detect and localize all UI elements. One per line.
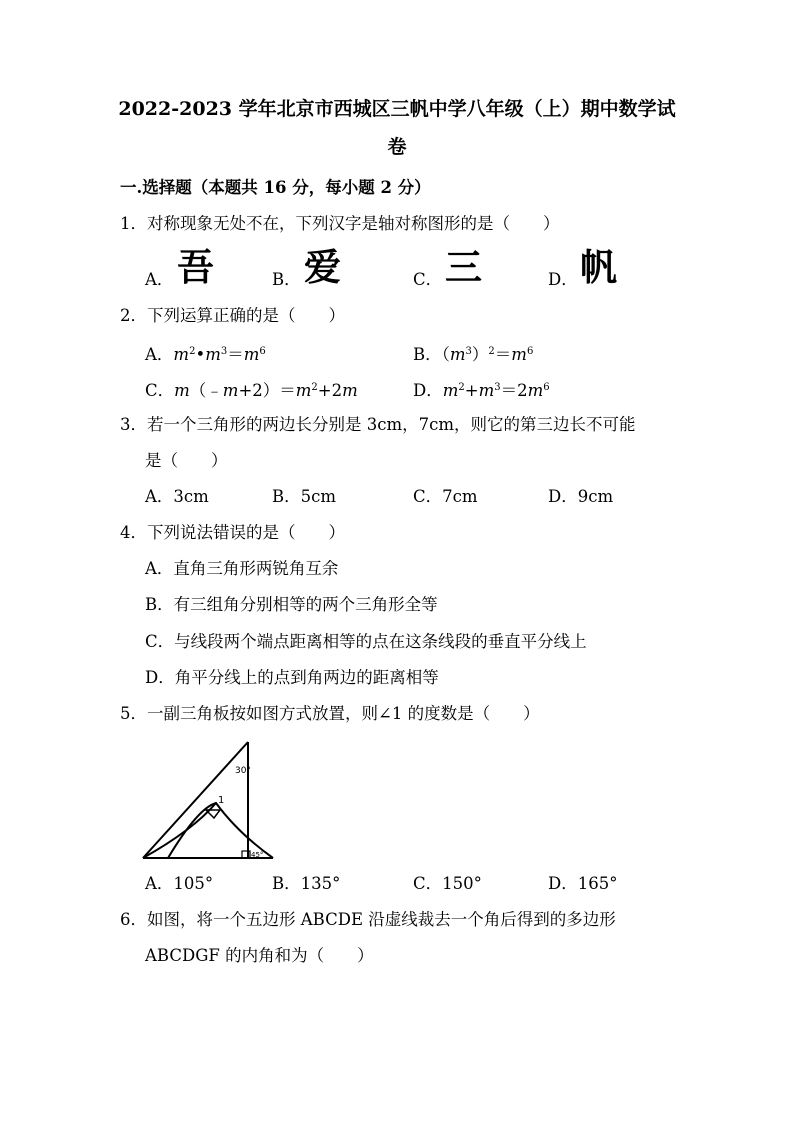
q5-option-b: B．135°: [272, 874, 341, 893]
q1-option-c-char: 三: [445, 246, 482, 289]
q1-option-b-label: B．: [272, 270, 301, 289]
q2-option-b: B．$(m^3)^2=m^6$: [413, 345, 534, 364]
angle-45-label: 45°: [251, 851, 264, 859]
question-3-cont: 是（ ）: [145, 451, 228, 470]
q1-option-c-label: C．: [413, 270, 443, 289]
q1-option-d-label: D．: [548, 270, 578, 289]
q3-option-a: A．3cm: [145, 487, 209, 506]
triangle-hypotenuse-line: [143, 742, 248, 858]
q5-option-d: D．165°: [548, 874, 618, 893]
q2-option-a: A．$m^2•m^3=m^6$: [145, 345, 266, 364]
question-5: 5．一副三角板按如图方式放置，则∠1 的度数是（ ）: [120, 704, 540, 723]
q5-option-a: A．105°: [145, 874, 214, 893]
page-title-cont: 卷: [387, 136, 407, 158]
q2-option-d-label: D．: [413, 381, 443, 400]
q4-option-c: C．与线段两个端点距离相等的点在这条线段的垂直平分线上: [145, 632, 587, 651]
q3-option-d: D．9cm: [548, 487, 614, 506]
triangle-45-edge: [168, 803, 273, 858]
q1-option-d-char: 帆: [580, 246, 617, 289]
set-square-figure: [138, 738, 288, 863]
q5-option-c: C．150°: [413, 874, 482, 893]
angle-1-marker: [206, 810, 220, 818]
angle-1-label: 1: [218, 795, 225, 806]
q2-option-b-label: B．: [413, 345, 442, 364]
triangle-curved-edge: [143, 803, 216, 858]
q4-option-a: A．直角三角形两锐角互余: [145, 559, 339, 578]
q2-option-a-label: A．: [145, 345, 174, 364]
q4-option-b: B．有三组角分别相等的两个三角形全等: [145, 595, 438, 614]
question-6-cont: ABCDGF 的内角和为（ ）: [145, 946, 374, 965]
question-1: 1．对称现象无处不在，下列汉字是轴对称图形的是（ ）: [120, 214, 560, 233]
angle-30-label: 30°: [235, 766, 251, 776]
q2-option-c: C．$m(﹣m+2)=m^2+2m$: [145, 381, 358, 400]
question-3: 3．若一个三角形的两边长分别是 3cm，7cm，则它的第三边长不可能: [120, 415, 636, 434]
q1-option-a-label: A．: [145, 270, 174, 289]
q2-option-d: D．$m^2+m^3=2m^6$: [413, 381, 550, 400]
page-title: 2022-2023 学年北京市西城区三帆中学八年级（上）期中数学试: [118, 98, 676, 120]
question-4: 4．下列说法错误的是（ ）: [120, 523, 345, 542]
q1-option-a-char: 吾: [177, 246, 214, 289]
q4-option-d: D．角平分线上的点到角两边的距离相等: [145, 668, 439, 687]
q3-option-b: B．5cm: [272, 487, 337, 506]
q2-option-c-label: C．: [145, 381, 175, 400]
question-6: 6．如图，将一个五边形 ABCDE 沿虚线裁去一个角后得到的多边形: [120, 910, 616, 929]
section-heading: 一.选择题（本题共 16 分，每小题 2 分）: [120, 178, 431, 197]
question-2: 2．下列运算正确的是（ ）: [120, 306, 345, 325]
q3-option-c: C．7cm: [413, 487, 478, 506]
q1-option-b-char: 爱: [304, 246, 341, 289]
